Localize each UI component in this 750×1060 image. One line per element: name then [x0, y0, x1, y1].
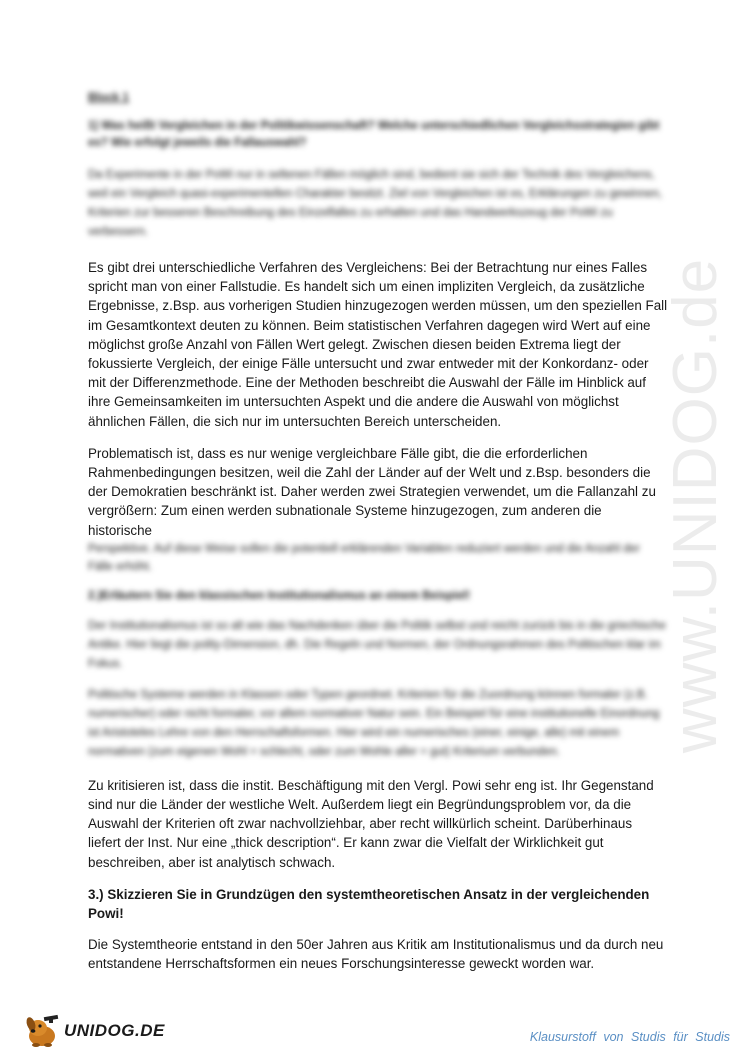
unidog-logo[interactable]	[22, 1014, 165, 1048]
watermark-text: www.UNIDOG.de	[661, 257, 731, 753]
paragraph-problem: Problematisch ist, dass es nur wenige vergleichbare Fälle gibt, die die erforderlichen Rahmenbedingungen besitzen, weil die Zahl der Länder auf der Welt und z.Bsp. besonders die der Demokratien beschränkt ist. Daher werden zwei Strategien verwendet, um die Fallanzahl zu vergrößern: Zum einen werden subnationale Systeme hinzugezogen, zum anderen die historische	[88, 445, 656, 538]
question-2-paragraph-1: Der Institutionalismus ist so alt wie das Nachdenken über die Politik selbst und reicht zurück bis in die griechische Antike. Hier liegt die polity-Dimension, dh. Die Regeln und Normen, der Ordnungsrahmen des Politischen klar im Fokus.	[88, 619, 666, 670]
paragraph-methods: Es gibt drei unterschiedliche Verfahren des Vergleichens: Bei der Betrachtung nur eines Falles spricht man von einer Fallstudie. Es handelt sich um einen impliziten Vergleich, da zusätzliche Ergebnisse, z.Bsp. aus vorherigen Studien hinzugezogen werden müssen, um den speziellen Fall im Gesamtkontext deuten zu können. Beim statistischen Verfahren dagegen wird Wert auf eine möglichst große Anzahl von Fällen Wert gelegt. Zwischen diesen beiden Extrema liegt der fokussierte Vergleich, der einige Fälle untersucht und zwar entweder mit der Konkordanz- oder mit der Differenzmethode. Eine der Methoden beschreibt die Auswahl der Fälle im Hinblick auf ihre Gemeinsamkeiten im untersuchten Aspekt und die andere die Auswahl von möglichst ähnlichen Fällen, die sich nur im untersuchten Bereich unterscheiden.	[88, 260, 668, 429]
dog-logo-icon	[22, 1014, 62, 1048]
question-2-heading: 2.)Erläutern Sie den klassischen Institutionalismus an einem Beispiel!	[88, 589, 471, 602]
paragraph-systemtheory: Die Systemtheorie entstand in den 50er Jahren aus Kritik am Institutionalismus und da durch neu entstandene Herrschaftsformen ein neues Forschungsinteresse geweckt worden war.	[88, 936, 664, 972]
block-title: Block 1	[88, 92, 129, 104]
document-body	[88, 88, 668, 973]
question-1-heading: 1) Was heißt Vergleichen in der Politikwissenschaft? Welche unterschiedlichen Vergleichsstrategien gibt es? Wie erfolgt jeweils die Fallauswahl?	[88, 120, 660, 149]
question-2-paragraph-2: Politische Systeme werden in Klassen oder Typen geordnet. Kriterien für die Zuordnung können formaler (z.B. numerischer) oder nicht formaler, vor allem normativer Natur sein. Ein Beispiel für eine institutionelle Einordnung ist Aristoteles Lehre von den Herrschaftsformen. Hier wird ein numerisches (einer, einige, alle) mit einem normativen (zum eigenen Wohl = schlecht, oder zum Wohle aller = gut) Kriterium verbunden.	[88, 688, 660, 758]
question-3-heading: 3.) Skizzieren Sie in Grundzügen den systemtheoretischen Ansatz in der vergleichenden Powi!	[88, 886, 650, 921]
question-1-intro: Da Experimente in der PoWi nur in seltenen Fällen möglich sind, bedient sie sich der Technik des Vergleichens, weil ein Vergleich quasi-experimentellen Charakter besitzt. Ziel von Vergleichen ist es, Erklärungen zu gewinnen, Kriterien zur besseren Beschreibung des Einzelfalles zu erhalten und das Handwerkszeug der PoWi zu verbessern.	[88, 169, 663, 238]
logo-text: UNIDOG.DE	[64, 1021, 165, 1040]
watermark	[658, 257, 733, 753]
paragraph-problem-continued: Perspektive. Auf diese Weise sollen die potentiell erklärenden Variablen reduziert werden und die Anzahl der Fälle erhöht.	[88, 542, 640, 573]
footer-tagline: Klausurstoff von Studis für Studis	[529, 1030, 730, 1044]
paragraph-critique: Zu kritisieren ist, dass die instit. Beschäftigung mit den Vergl. Powi sehr eng ist. Ihr Gegenstand sind nur die Länder der westliche Welt. Außerdem liegt ein Begründungsproblem vor, da die Auswahl der Kriterien oft zwar nachvollziehbar, aber recht willkürlich scheint. Darüberhinaus liefert der Inst. Nur eine „thick description“. Er kann zwar die Vielfalt der Wirklichkeit gut beschreiben, aber ist analytisch schwach.	[88, 777, 654, 870]
